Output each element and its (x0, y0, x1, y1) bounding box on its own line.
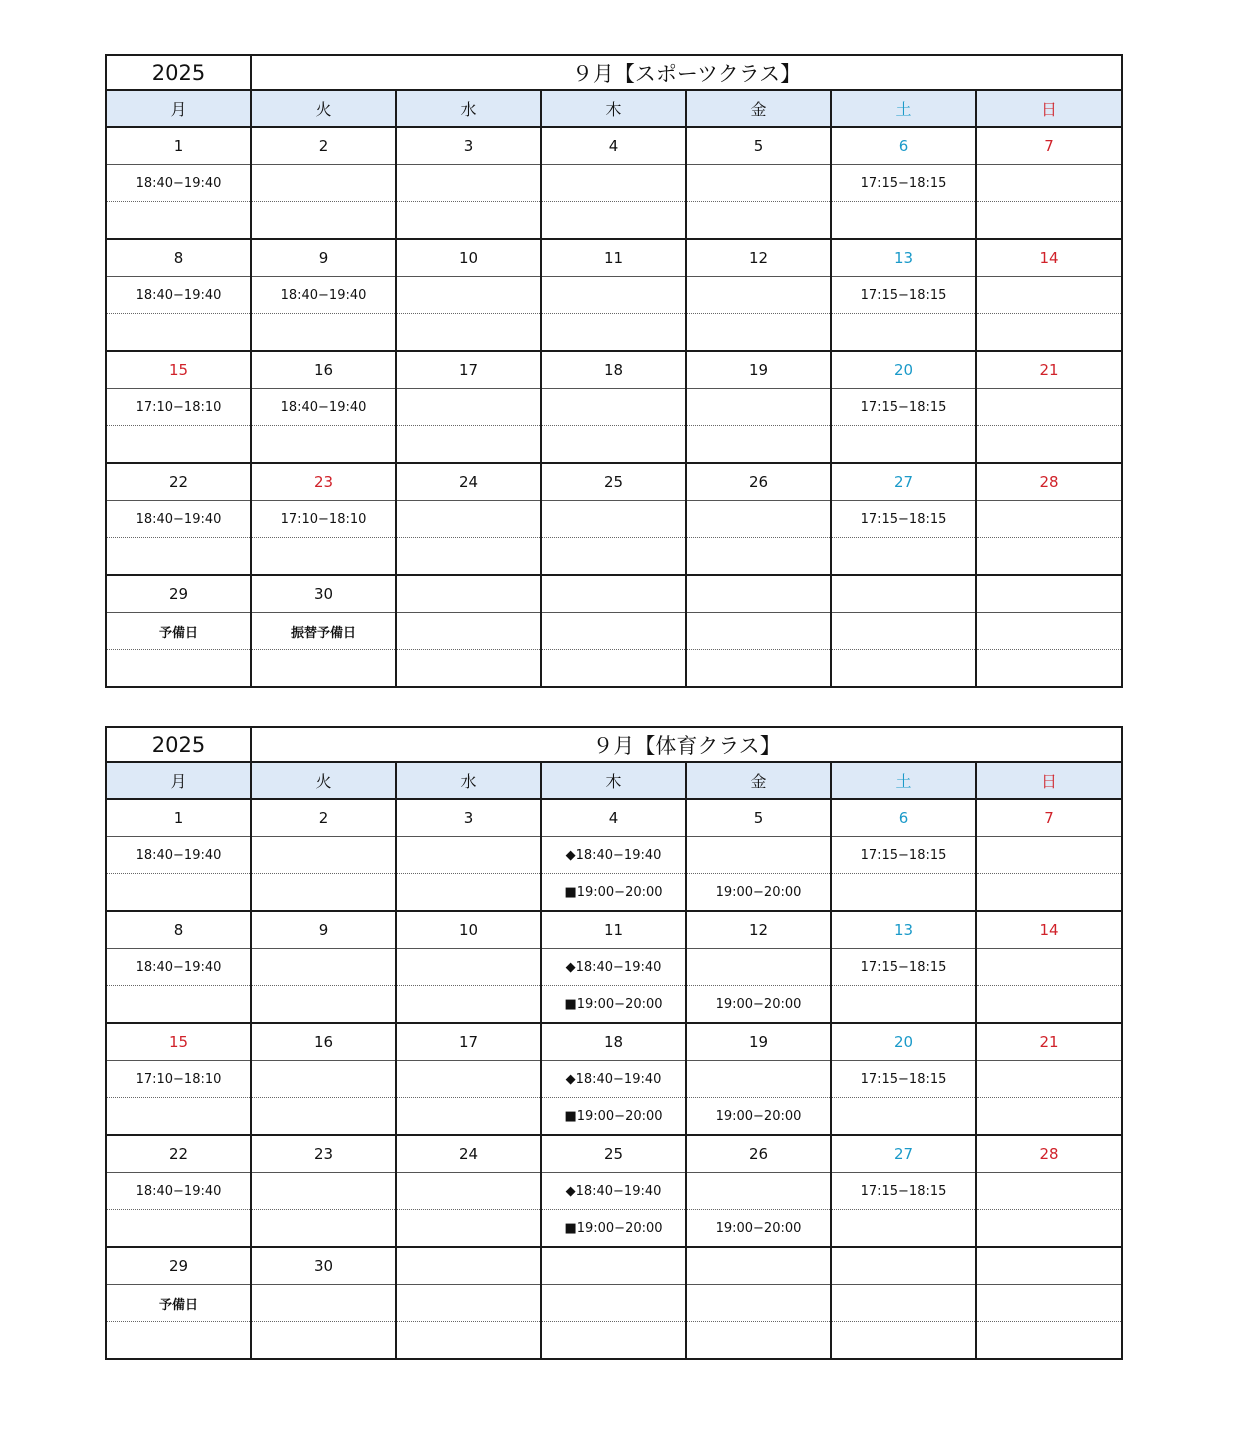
day-slot-1 (541, 165, 686, 202)
day-date: 21 (976, 351, 1122, 389)
day-slot-1 (251, 1285, 396, 1322)
day-date: 14 (976, 239, 1122, 277)
day-slot-2 (831, 874, 976, 912)
day-slot-1 (251, 1173, 396, 1210)
day-slot-1 (686, 613, 831, 650)
day-slot-2 (396, 1210, 541, 1248)
day-date: 4 (541, 799, 686, 837)
day-date: 9 (251, 911, 396, 949)
day-slot-2 (831, 986, 976, 1024)
day-slot-2: 19:00−20:00 (686, 1098, 831, 1136)
weekday-header: 水 (396, 90, 541, 127)
day-date: 25 (541, 1135, 686, 1173)
day-slot-2 (831, 538, 976, 576)
day-date: 6 (831, 799, 976, 837)
day-date: 26 (686, 463, 831, 501)
day-date: 22 (106, 1135, 251, 1173)
day-slot-1 (396, 389, 541, 426)
weekday-header: 水 (396, 762, 541, 799)
day-slot-2: ■19:00−20:00 (541, 1210, 686, 1248)
day-slot-1 (976, 501, 1122, 538)
day-slot-1 (541, 501, 686, 538)
day-date: 13 (831, 911, 976, 949)
day-date: 27 (831, 1135, 976, 1173)
calendar-title: ９月【体育クラス】 (251, 727, 1122, 762)
day-date: 17 (396, 1023, 541, 1061)
day-slot-1 (396, 837, 541, 874)
day-slot-2 (106, 426, 251, 464)
weekday-header: 火 (251, 762, 396, 799)
day-slot-1: 17:15−18:15 (831, 389, 976, 426)
day-slot-2 (396, 1098, 541, 1136)
day-slot-1: 18:40−19:40 (251, 389, 396, 426)
day-slot-1 (686, 1173, 831, 1210)
day-slot-2 (686, 314, 831, 352)
day-slot-2 (251, 986, 396, 1024)
day-slot-2 (976, 650, 1122, 688)
day-slot-1 (976, 1285, 1122, 1322)
day-slot-2 (396, 874, 541, 912)
calendar-sports-class (105, 54, 1123, 688)
day-slot-1 (686, 501, 831, 538)
day-slot-1: ◆18:40−19:40 (541, 1173, 686, 1210)
day-slot-1 (396, 277, 541, 314)
day-slot-1: ◆18:40−19:40 (541, 837, 686, 874)
day-slot-2: ■19:00−20:00 (541, 874, 686, 912)
day-slot-1 (686, 389, 831, 426)
day-date (976, 1247, 1122, 1285)
day-slot-1: 17:15−18:15 (831, 165, 976, 202)
day-slot-2 (831, 650, 976, 688)
day-slot-1 (396, 1173, 541, 1210)
day-slot-1 (396, 949, 541, 986)
day-slot-2 (251, 874, 396, 912)
day-slot-2 (251, 1210, 396, 1248)
day-slot-1: 18:40−19:40 (106, 277, 251, 314)
day-slot-1: 18:40−19:40 (251, 277, 396, 314)
day-slot-2 (396, 538, 541, 576)
day-slot-2 (106, 874, 251, 912)
day-slot-1 (686, 1061, 831, 1098)
day-slot-2 (251, 202, 396, 240)
day-slot-1: 18:40−19:40 (106, 501, 251, 538)
day-slot-1 (541, 277, 686, 314)
day-slot-2 (396, 650, 541, 688)
day-date: 13 (831, 239, 976, 277)
day-slot-2 (976, 1322, 1122, 1360)
day-slot-2 (686, 1322, 831, 1360)
day-slot-2 (831, 426, 976, 464)
day-date: 29 (106, 1247, 251, 1285)
day-slot-1: ◆18:40−19:40 (541, 1061, 686, 1098)
day-slot-1: 17:15−18:15 (831, 837, 976, 874)
day-date: 28 (976, 1135, 1122, 1173)
day-date: 2 (251, 799, 396, 837)
day-slot-1: 17:15−18:15 (831, 949, 976, 986)
day-slot-1 (976, 165, 1122, 202)
day-date: 12 (686, 239, 831, 277)
calendar-year: 2025 (106, 727, 251, 762)
day-date: 1 (106, 127, 251, 165)
day-date: 7 (976, 799, 1122, 837)
day-date (976, 575, 1122, 613)
weekday-header: 日 (976, 90, 1122, 127)
day-date (831, 1247, 976, 1285)
day-date: 11 (541, 911, 686, 949)
day-date (541, 1247, 686, 1285)
day-date: 14 (976, 911, 1122, 949)
day-slot-1 (396, 1061, 541, 1098)
day-slot-1 (686, 1285, 831, 1322)
day-date: 23 (251, 1135, 396, 1173)
day-slot-2 (396, 426, 541, 464)
day-date: 10 (396, 911, 541, 949)
day-slot-1: 17:15−18:15 (831, 1061, 976, 1098)
day-slot-1: 18:40−19:40 (106, 165, 251, 202)
day-slot-2 (106, 986, 251, 1024)
day-date: 16 (251, 351, 396, 389)
day-slot-2 (106, 314, 251, 352)
day-date (686, 1247, 831, 1285)
day-slot-1: ◆18:40−19:40 (541, 949, 686, 986)
day-date: 21 (976, 1023, 1122, 1061)
day-date: 11 (541, 239, 686, 277)
day-slot-2 (396, 1322, 541, 1360)
day-slot-1 (686, 837, 831, 874)
day-slot-2 (541, 426, 686, 464)
day-slot-2: 19:00−20:00 (686, 874, 831, 912)
day-date: 3 (396, 127, 541, 165)
day-date: 1 (106, 799, 251, 837)
weekday-header: 金 (686, 762, 831, 799)
day-date: 25 (541, 463, 686, 501)
day-slot-2 (106, 1098, 251, 1136)
day-date: 17 (396, 351, 541, 389)
day-date: 16 (251, 1023, 396, 1061)
day-slot-2: ■19:00−20:00 (541, 986, 686, 1024)
day-slot-1 (396, 501, 541, 538)
day-slot-2 (976, 1210, 1122, 1248)
day-date (396, 1247, 541, 1285)
day-date: 8 (106, 239, 251, 277)
day-slot-2 (106, 202, 251, 240)
weekday-header: 火 (251, 90, 396, 127)
day-slot-2 (976, 1098, 1122, 1136)
day-slot-2 (831, 1322, 976, 1360)
day-slot-1 (831, 1285, 976, 1322)
day-slot-1 (541, 613, 686, 650)
day-date: 19 (686, 1023, 831, 1061)
day-slot-1: 17:15−18:15 (831, 501, 976, 538)
day-slot-1: 17:10−18:10 (106, 1061, 251, 1098)
day-slot-2 (976, 202, 1122, 240)
day-slot-2: 19:00−20:00 (686, 1210, 831, 1248)
weekday-header: 木 (541, 762, 686, 799)
day-slot-2 (541, 538, 686, 576)
day-slot-2 (976, 874, 1122, 912)
day-slot-1: 予備日 (106, 613, 251, 650)
day-slot-2 (831, 314, 976, 352)
day-slot-2 (396, 986, 541, 1024)
day-slot-2 (541, 1322, 686, 1360)
day-slot-1: 17:10−18:10 (251, 501, 396, 538)
day-slot-1 (831, 613, 976, 650)
day-slot-1 (686, 277, 831, 314)
day-slot-1: 18:40−19:40 (106, 949, 251, 986)
weekday-header: 土 (831, 90, 976, 127)
day-date: 18 (541, 351, 686, 389)
day-date: 9 (251, 239, 396, 277)
day-slot-1 (976, 949, 1122, 986)
day-date: 19 (686, 351, 831, 389)
day-slot-1 (976, 613, 1122, 650)
day-date: 4 (541, 127, 686, 165)
day-slot-1: 18:40−19:40 (106, 1173, 251, 1210)
day-slot-2 (106, 538, 251, 576)
day-slot-1: 17:10−18:10 (106, 389, 251, 426)
day-slot-2 (541, 650, 686, 688)
day-slot-2 (251, 650, 396, 688)
day-date: 20 (831, 1023, 976, 1061)
weekday-header: 金 (686, 90, 831, 127)
calendar-pe-class (105, 726, 1123, 1360)
day-date: 27 (831, 463, 976, 501)
day-date: 7 (976, 127, 1122, 165)
day-date: 5 (686, 127, 831, 165)
day-date: 15 (106, 351, 251, 389)
day-slot-2 (686, 650, 831, 688)
day-slot-1 (976, 389, 1122, 426)
day-slot-2 (396, 314, 541, 352)
day-slot-1: 振替予備日 (251, 613, 396, 650)
day-slot-2 (976, 986, 1122, 1024)
weekday-header: 月 (106, 762, 251, 799)
day-slot-2: ■19:00−20:00 (541, 1098, 686, 1136)
day-slot-2 (106, 1322, 251, 1360)
day-date (396, 575, 541, 613)
day-slot-2 (976, 314, 1122, 352)
day-slot-2: 19:00−20:00 (686, 986, 831, 1024)
day-date: 2 (251, 127, 396, 165)
day-slot-2 (976, 538, 1122, 576)
day-slot-2 (251, 1098, 396, 1136)
day-slot-1 (396, 613, 541, 650)
day-slot-2 (251, 1322, 396, 1360)
day-slot-1 (251, 1061, 396, 1098)
day-slot-1 (251, 165, 396, 202)
day-date: 3 (396, 799, 541, 837)
day-date: 29 (106, 575, 251, 613)
day-date: 8 (106, 911, 251, 949)
calendar-title: ９月【スポーツクラス】 (251, 55, 1122, 90)
day-date: 23 (251, 463, 396, 501)
weekday-header: 日 (976, 762, 1122, 799)
day-slot-1 (251, 837, 396, 874)
day-slot-2 (541, 202, 686, 240)
day-date: 22 (106, 463, 251, 501)
weekday-header: 土 (831, 762, 976, 799)
day-slot-2 (541, 314, 686, 352)
day-date: 24 (396, 463, 541, 501)
day-slot-1 (686, 949, 831, 986)
day-slot-1 (976, 1173, 1122, 1210)
day-slot-2 (831, 1210, 976, 1248)
day-slot-2 (686, 538, 831, 576)
day-slot-1: 17:15−18:15 (831, 277, 976, 314)
day-slot-1 (396, 165, 541, 202)
day-slot-1 (976, 837, 1122, 874)
day-date: 20 (831, 351, 976, 389)
day-slot-2 (686, 426, 831, 464)
day-date: 28 (976, 463, 1122, 501)
day-date: 12 (686, 911, 831, 949)
day-slot-2 (831, 202, 976, 240)
weekday-header: 木 (541, 90, 686, 127)
day-slot-1 (396, 1285, 541, 1322)
day-slot-1 (541, 1285, 686, 1322)
day-slot-2 (106, 1210, 251, 1248)
day-date (541, 575, 686, 613)
day-slot-1 (976, 277, 1122, 314)
day-date: 30 (251, 1247, 396, 1285)
day-date: 15 (106, 1023, 251, 1061)
day-slot-1 (541, 389, 686, 426)
day-slot-2 (831, 1098, 976, 1136)
day-slot-2 (976, 426, 1122, 464)
day-date: 26 (686, 1135, 831, 1173)
day-date: 24 (396, 1135, 541, 1173)
day-slot-1: 予備日 (106, 1285, 251, 1322)
day-date: 18 (541, 1023, 686, 1061)
day-date: 5 (686, 799, 831, 837)
day-date (831, 575, 976, 613)
day-slot-2 (251, 538, 396, 576)
day-slot-2 (251, 426, 396, 464)
day-slot-2 (251, 314, 396, 352)
day-slot-2 (396, 202, 541, 240)
day-date: 6 (831, 127, 976, 165)
day-date (686, 575, 831, 613)
day-date: 30 (251, 575, 396, 613)
day-slot-1 (251, 949, 396, 986)
day-slot-2 (106, 650, 251, 688)
day-slot-1: 18:40−19:40 (106, 837, 251, 874)
weekday-header: 月 (106, 90, 251, 127)
day-date: 10 (396, 239, 541, 277)
day-slot-2 (686, 202, 831, 240)
calendar-year: 2025 (106, 55, 251, 90)
day-slot-1 (976, 1061, 1122, 1098)
day-slot-1 (686, 165, 831, 202)
day-slot-1: 17:15−18:15 (831, 1173, 976, 1210)
